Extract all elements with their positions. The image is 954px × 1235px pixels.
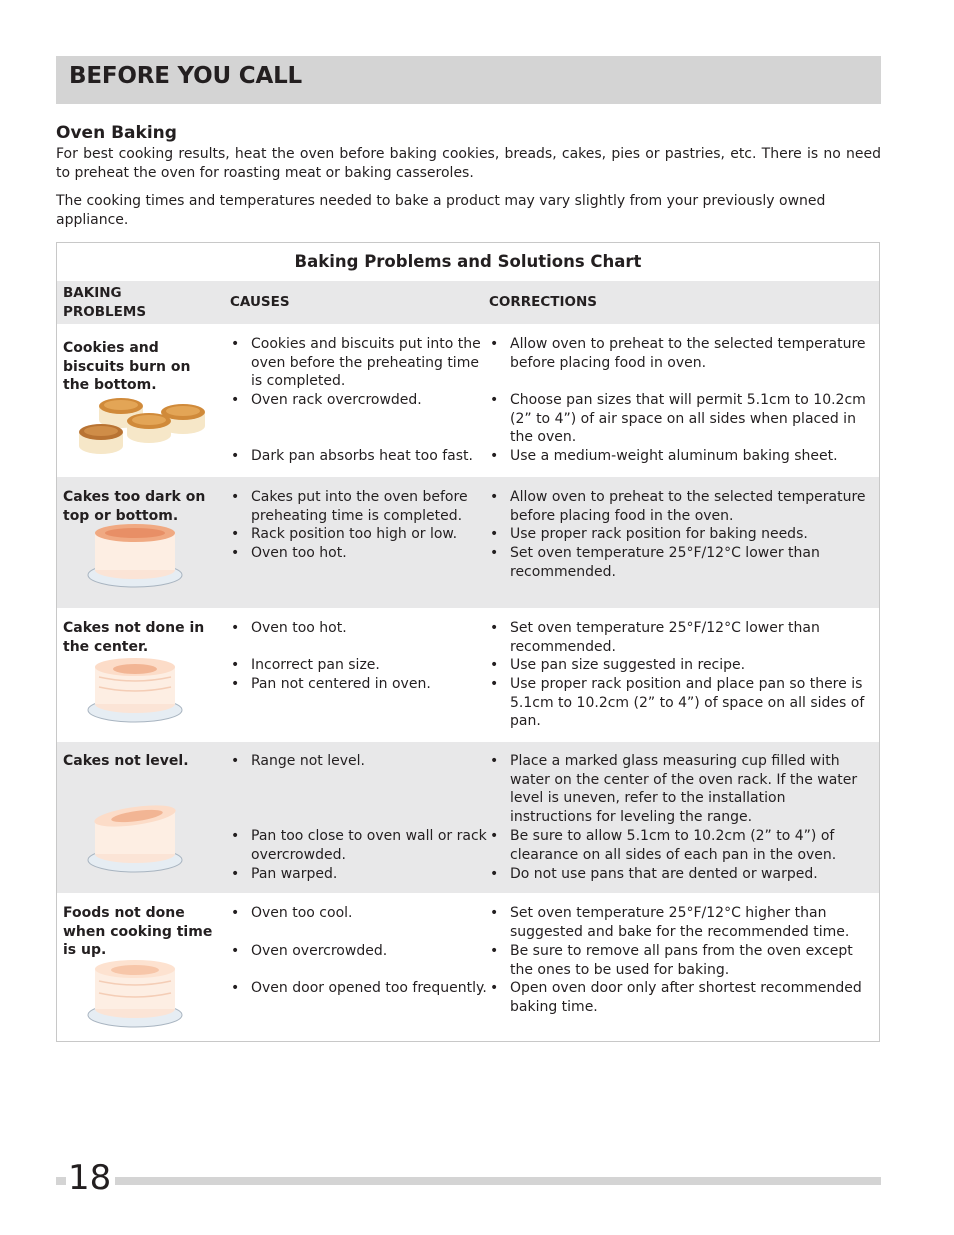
correction-item: • Use proper rack position and place pan so there is 5.1cm to 10.2cm (2” to 4”) of space on all sides of pan.	[489, 675, 870, 731]
chart-column-header	[57, 281, 879, 324]
correction-item: • Set oven temperature 25°F/12°C lower than recommended.	[489, 544, 870, 581]
cause-item: • Oven too hot.	[230, 619, 489, 638]
cause-item: • Rack position too high or low.	[230, 525, 489, 544]
correction-item: • Choose pan sizes that will permit 5.1cm to 10.2cm (2” to 4”) of air space on all sides when placed in the oven.	[489, 391, 870, 447]
cause-item: • Incorrect pan size.	[230, 656, 489, 675]
cause-item: • Cakes put into the oven before preheating time is completed.	[230, 488, 489, 525]
correction-item: • Allow oven to preheat to the selected temperature before placing food in oven.	[489, 335, 870, 372]
correction-item: • Be sure to allow 5.1cm to 10.2cm (2” to 4”) of clearance on all sides of each pan in the oven.	[489, 827, 870, 864]
page-number: 18	[66, 1158, 115, 1198]
cause-item: • Oven too hot.	[230, 544, 489, 563]
table-row	[57, 893, 879, 1041]
correction-item: • Do not use pans that are dented or warped.	[489, 865, 870, 884]
correction-item: • Set oven temperature 25°F/12°C higher than suggested and bake for the recommended time.	[489, 904, 870, 941]
cause-item: • Range not level.	[230, 752, 489, 771]
problem-label: Cakes too dark on top or bottom.	[63, 489, 206, 524]
chart-title: Baking Problems and Solutions Chart	[294, 252, 642, 271]
cookies-illustration	[71, 392, 211, 462]
correction-item: • Set oven temperature 25°F/12°C lower than recommended.	[489, 619, 870, 656]
footer-rule	[56, 1177, 881, 1185]
column-header-corrections: CORRECTIONS	[489, 294, 598, 310]
header-bar	[56, 56, 881, 104]
cake-undone-illustration	[85, 655, 185, 727]
cause-item: • Oven door opened too frequently.	[230, 979, 489, 998]
problem-label: Cakes not done in the center.	[63, 620, 205, 655]
cause-item: • Oven overcrowded.	[230, 942, 489, 961]
cause-item: • Pan too close to oven wall or rack overcrowded.	[230, 827, 489, 864]
baking-problems-chart	[56, 242, 880, 1042]
problem-label: Cookies and biscuits burn on the bottom.	[63, 340, 191, 393]
cause-item: • Pan warped.	[230, 865, 489, 884]
problem-label: Cakes not level.	[63, 753, 189, 769]
intro-paragraph-1: For best cooking results, heat the oven before baking cookies, breads, cakes, pies or pastries, etc. There is no need to preheat the oven for roasting meat or baking casseroles.	[56, 146, 881, 181]
correction-item: • Use a medium-weight aluminum baking sheet.	[489, 447, 870, 466]
cake-pale-illustration	[85, 957, 185, 1031]
cause-item: • Cookies and biscuits put into the oven before the preheating time is completed.	[230, 335, 489, 391]
section-title: Oven Baking	[56, 123, 177, 143]
cake-tilted-illustration	[85, 804, 185, 876]
column-header-causes: CAUSES	[230, 294, 290, 310]
correction-item: • Place a marked glass measuring cup filled with water on the center of the oven rack. If the water level is uneven, refer to the installation instructions for leveling the range.	[489, 752, 870, 826]
table-row	[57, 608, 879, 742]
correction-item: • Be sure to remove all pans from the oven except the ones to be used for baking.	[489, 942, 870, 979]
intro-paragraph-2: The cooking times and temperatures needed to bake a product may vary slightly from your previously owned appliance.	[56, 193, 826, 228]
table-row	[57, 477, 879, 608]
cake-dark-illustration	[85, 523, 185, 593]
cause-item: • Oven too cool.	[230, 904, 489, 923]
table-row	[57, 742, 879, 893]
page-title: BEFORE YOU CALL	[69, 63, 302, 89]
correction-item: • Use pan size suggested in recipe.	[489, 656, 870, 675]
correction-item: • Open oven door only after shortest recommended baking time.	[489, 979, 870, 1016]
problem-label: Foods not done when cooking time is up.	[63, 905, 213, 958]
table-row	[57, 324, 879, 477]
cause-item: • Pan not centered in oven.	[230, 675, 489, 694]
cause-item: • Dark pan absorbs heat too fast.	[230, 447, 489, 466]
cause-item: • Oven rack overcrowded.	[230, 391, 489, 410]
correction-item: • Allow oven to preheat to the selected temperature before placing food in the oven.	[489, 488, 870, 525]
column-header-problems: BAKING PROBLEMS	[63, 285, 147, 320]
correction-item: • Use proper rack position for baking needs.	[489, 525, 870, 544]
